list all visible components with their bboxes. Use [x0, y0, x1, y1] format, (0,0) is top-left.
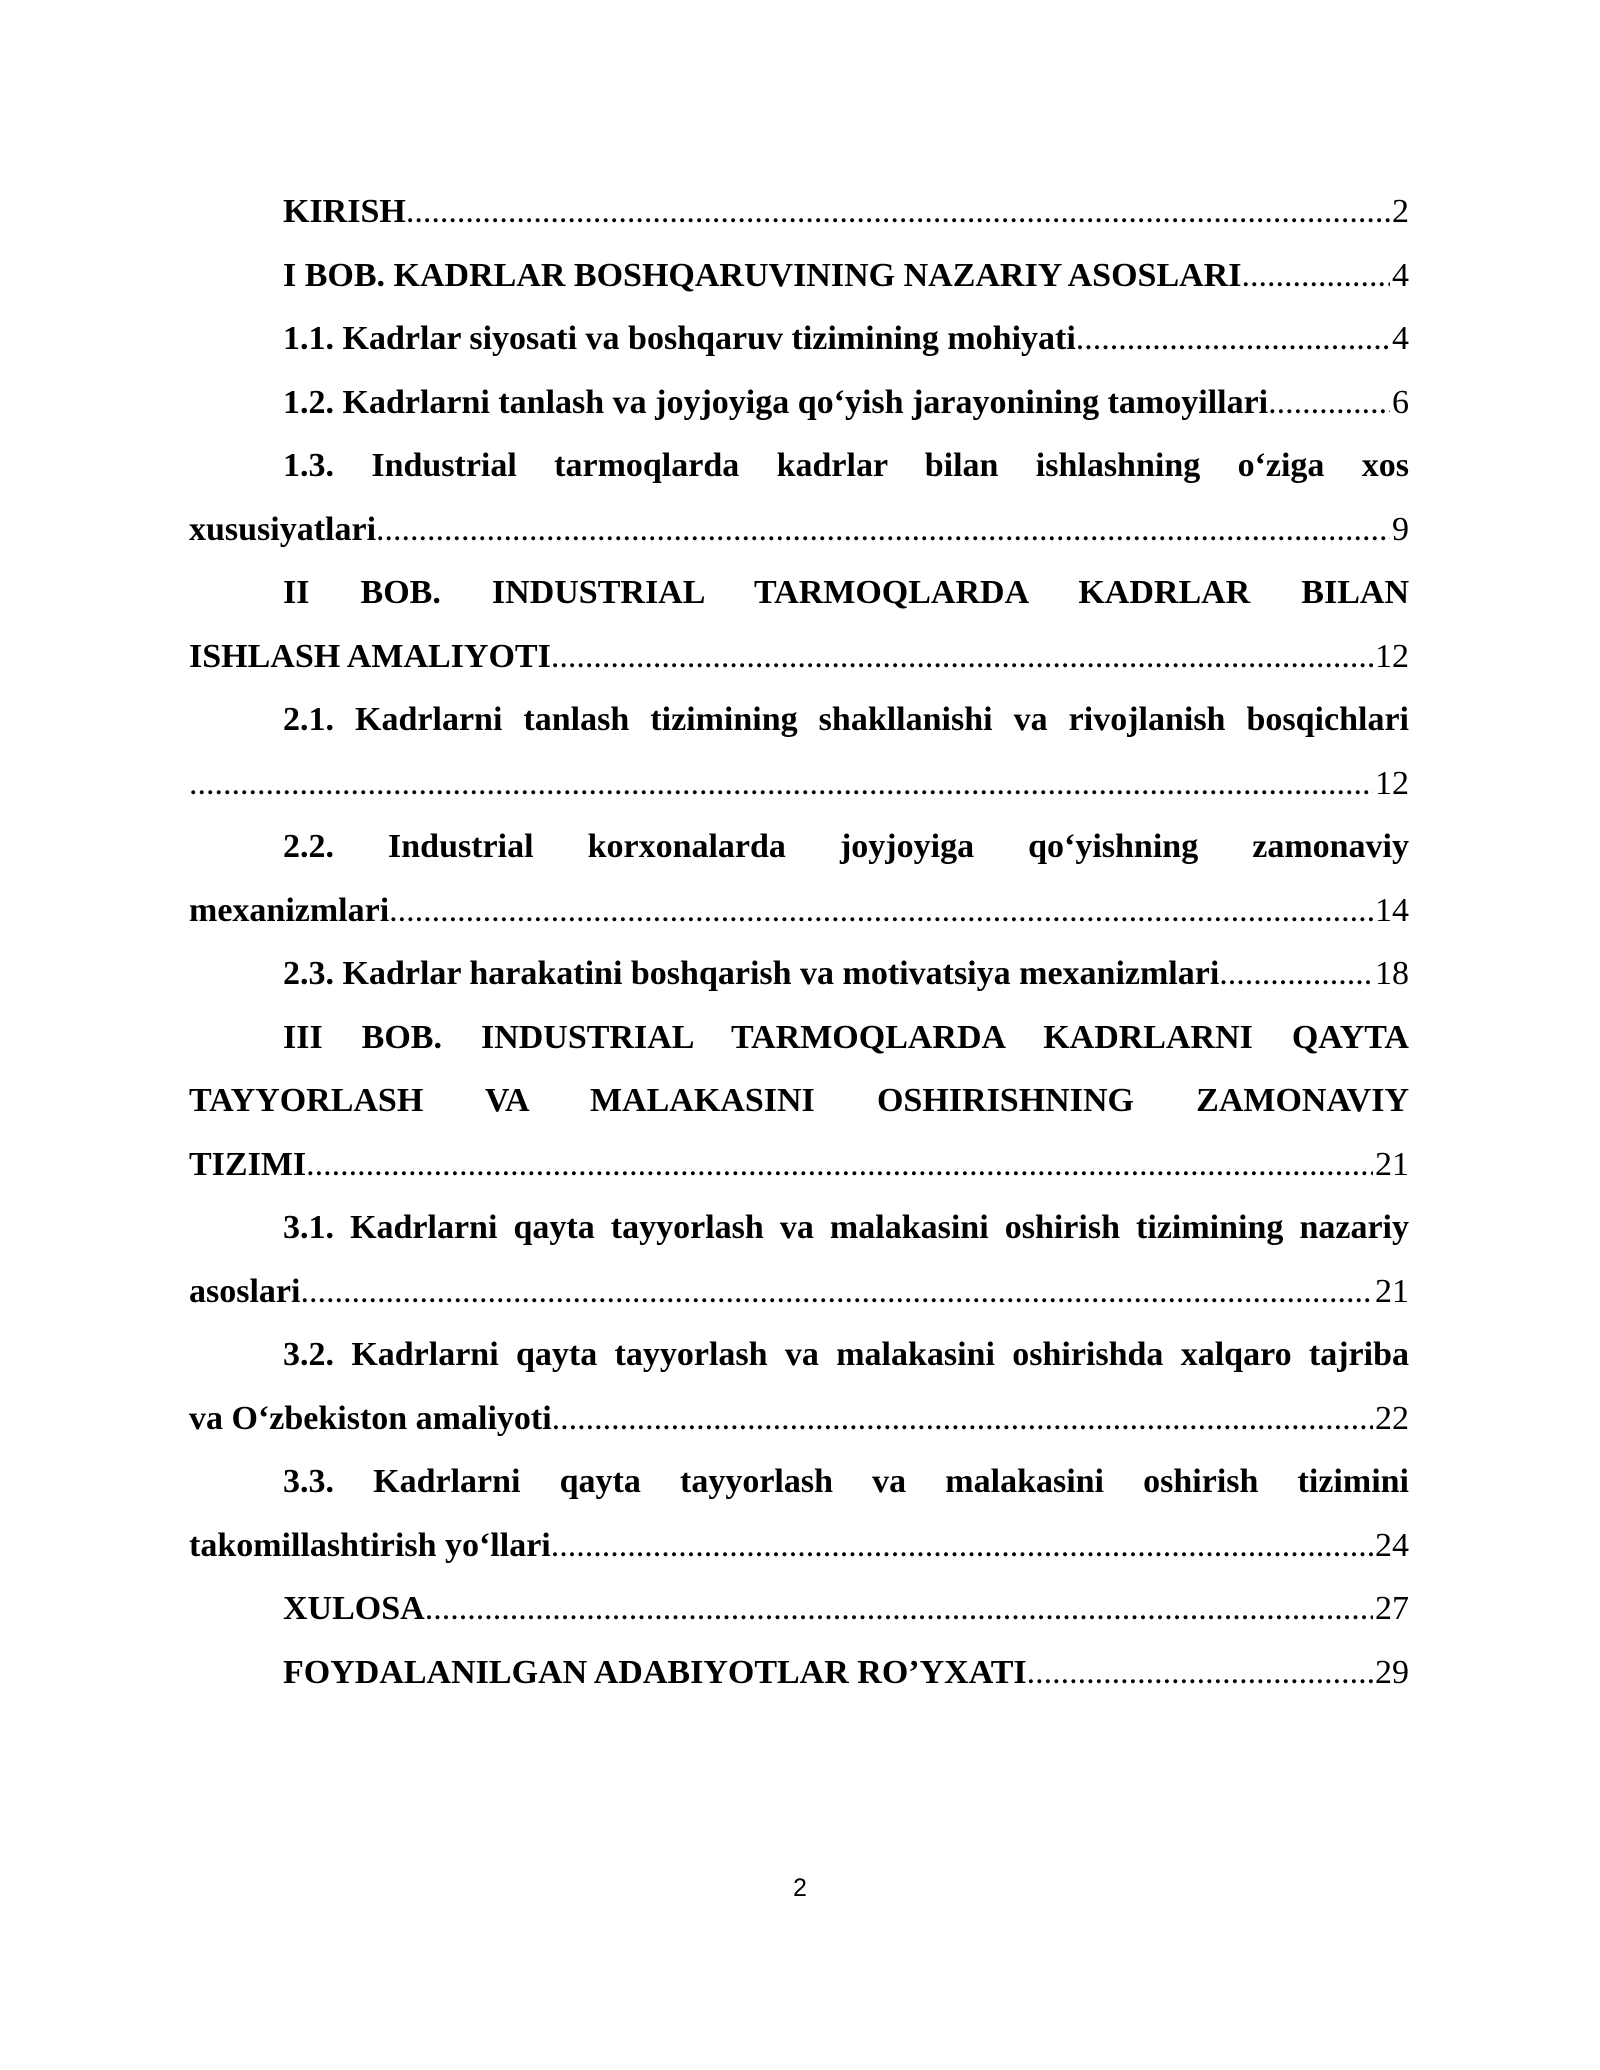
toc-entry[interactable] — [189, 1006, 1409, 1197]
toc-entry[interactable] — [189, 1196, 1409, 1323]
toc-entry[interactable] — [189, 815, 1409, 942]
toc-leader-dots — [1241, 244, 1390, 308]
toc-entry-title: I BOB. KADRLAR BOSHQARUVINING NAZARIY ASOSLARI — [283, 256, 1242, 294]
toc-entry[interactable] — [189, 1323, 1409, 1450]
toc-entry[interactable] — [189, 1450, 1409, 1577]
toc-entry-line — [189, 688, 1409, 752]
toc-leader-dots — [551, 1514, 1373, 1578]
toc-entry-line — [189, 942, 1409, 1006]
toc-entry-title: 2.1. Kadrlarni tanlash tizimining shakllanishi va rivojlanish bosqichlari — [283, 701, 1409, 738]
toc-page-number: 21 — [1375, 1272, 1409, 1310]
toc-entry-title: 3.1. Kadrlarni qayta tayyorlash va malakasini oshirish tizimining nazariy — [283, 1209, 1409, 1246]
toc-entry[interactable] — [189, 244, 1409, 308]
toc-page-number: 29 — [1375, 1653, 1409, 1691]
toc-entry[interactable] — [189, 180, 1409, 244]
table-of-contents — [189, 180, 1409, 1704]
toc-leader-dots — [406, 180, 1390, 244]
toc-leader-dots — [1076, 307, 1390, 371]
toc-leader-dots — [300, 1260, 1373, 1324]
toc-entry-title: va O‘zbekiston amaliyoti — [189, 1399, 552, 1437]
toc-entry-title: mexanizmlari — [189, 891, 390, 929]
toc-page-number: 9 — [1392, 510, 1409, 548]
toc-entry-line — [189, 879, 1409, 943]
toc-entry-line — [189, 1577, 1409, 1641]
toc-page-number: 4 — [1392, 256, 1409, 294]
toc-entry-line — [189, 561, 1409, 625]
toc-leader-dots — [376, 498, 1390, 562]
toc-page-number: 12 — [1375, 637, 1409, 675]
toc-entry-title: 2.2. Industrial korxonalarda joyjoyiga qo‘yishning zamonaviy — [283, 828, 1409, 865]
toc-entry-title: 2.3. Kadrlar harakatini boshqarish va motivatsiya mexanizmlari — [283, 955, 1220, 992]
toc-leader-dots — [425, 1577, 1373, 1641]
toc-entry-title: 1.3. Industrial tarmoqlarda kadrlar bilan ishlashning o‘ziga xos — [283, 447, 1409, 484]
toc-page-number: 6 — [1392, 383, 1409, 421]
toc-entry-line — [189, 752, 1409, 816]
toc-entry-title: KIRISH — [283, 193, 406, 230]
toc-page-number: 27 — [1375, 1590, 1409, 1627]
toc-entry-line — [189, 1450, 1409, 1514]
toc-entry-line — [189, 1006, 1409, 1070]
toc-entry-line — [189, 1260, 1409, 1324]
toc-entry-line — [189, 434, 1409, 498]
toc-entry-line — [189, 498, 1409, 562]
toc-page-number: 18 — [1375, 955, 1409, 992]
toc-entry-line — [189, 1069, 1409, 1133]
toc-leader-dots — [1219, 942, 1373, 1006]
toc-entry-title: ISHLASH AMALIYOTI — [189, 637, 551, 675]
toc-entry-line — [189, 815, 1409, 879]
toc-leader-dots — [389, 879, 1373, 943]
toc-entry-title: 1.1. Kadrlar siyosati va boshqaruv tizimining mohiyati — [283, 320, 1076, 357]
toc-entry-line — [189, 625, 1409, 689]
toc-entry[interactable] — [189, 371, 1409, 435]
toc-page-number: 24 — [1375, 1526, 1409, 1564]
toc-entry-title: asoslari — [189, 1272, 301, 1310]
toc-page-number: 22 — [1375, 1399, 1409, 1437]
toc-entry-line — [189, 1641, 1409, 1705]
toc-entry-title: 3.3. Kadrlarni qayta tayyorlash va malakasini oshirish tizimini — [283, 1463, 1409, 1500]
toc-entry-title: TAYYORLASH VA MALAKASINI OSHIRISHNING ZAMONAVIY — [189, 1082, 1409, 1119]
toc-entry-title: 3.2. Kadrlarni qayta tayyorlash va malakasini oshirishda xalqaro tajriba — [283, 1336, 1409, 1373]
toc-entry[interactable] — [189, 1641, 1409, 1705]
toc-entry-line — [189, 1323, 1409, 1387]
toc-entry[interactable] — [189, 942, 1409, 1006]
page-number: 2 — [793, 1874, 807, 1902]
toc-entry-title: takomillashtirish yo‘llari — [189, 1526, 551, 1564]
toc-entry[interactable] — [189, 1577, 1409, 1641]
toc-entry-title: II BOB. INDUSTRIAL TARMOQLARDA KADRLAR BILAN — [283, 574, 1409, 611]
toc-entry-title: FOYDALANILGAN ADABIYOTLAR RO’YXATI — [283, 1653, 1027, 1691]
toc-entry-line — [189, 1514, 1409, 1578]
toc-entry-line — [189, 307, 1409, 371]
toc-entry[interactable] — [189, 307, 1409, 371]
toc-entry-title: XULOSA — [283, 1590, 425, 1627]
toc-entry-line — [189, 180, 1409, 244]
toc-entry-line — [189, 371, 1409, 435]
toc-entry-line — [189, 1387, 1409, 1451]
toc-page-number: 2 — [1392, 193, 1409, 230]
toc-entry-line — [189, 1196, 1409, 1260]
toc-leader-dots — [189, 752, 1373, 816]
toc-leader-dots — [551, 625, 1373, 689]
toc-page-number: 12 — [1375, 764, 1409, 802]
toc-leader-dots — [552, 1387, 1373, 1451]
toc-leader-dots — [1268, 371, 1390, 435]
toc-leader-dots — [306, 1133, 1373, 1197]
toc-entry-title: TIZIMI — [189, 1145, 307, 1183]
toc-entry[interactable] — [189, 688, 1409, 815]
toc-page-number: 4 — [1392, 320, 1409, 357]
toc-page-number: 14 — [1375, 891, 1409, 929]
toc-entry-title: 1.2. Kadrlarni tanlash va joyjoyiga qo‘yish jarayonining tamoyillari — [283, 383, 1269, 421]
toc-entry[interactable] — [189, 561, 1409, 688]
toc-page-number: 21 — [1375, 1145, 1409, 1183]
toc-entry[interactable] — [189, 434, 1409, 561]
toc-entry-title: xususiyatlari — [189, 510, 377, 548]
toc-entry-title: III BOB. INDUSTRIAL TARMOQLARDA KADRLARNI QAYTA — [283, 1018, 1409, 1056]
toc-leader-dots — [1027, 1641, 1373, 1705]
toc-entry-line — [189, 1133, 1409, 1197]
toc-entry-line — [189, 244, 1409, 308]
